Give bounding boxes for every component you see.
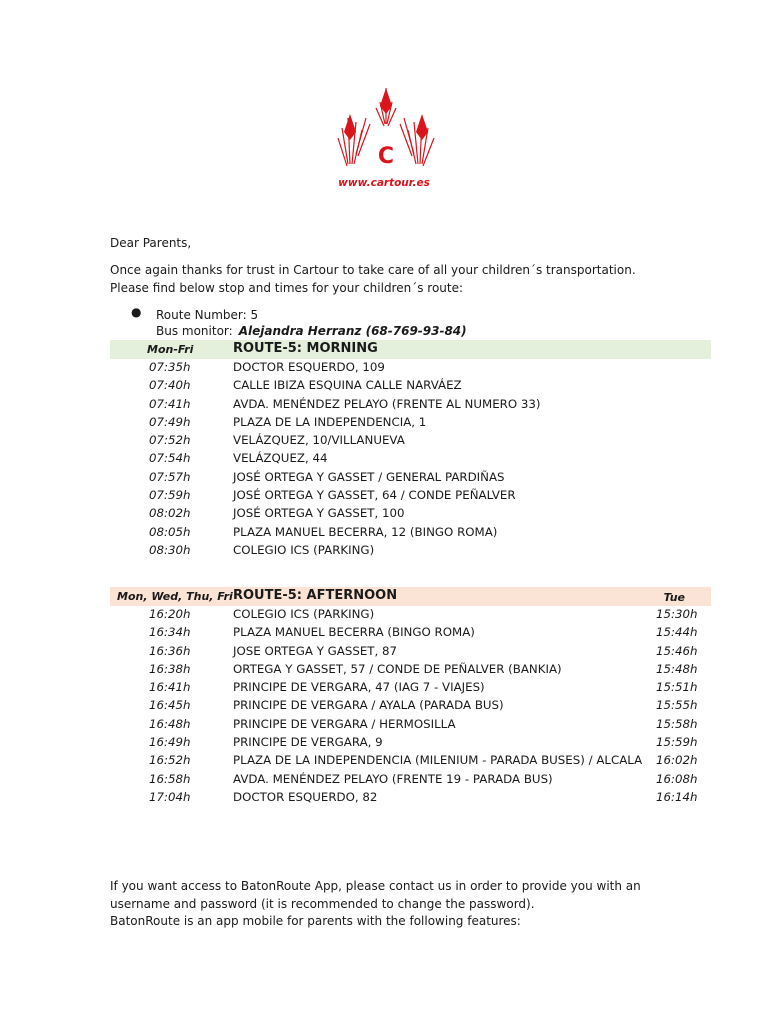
afternoon-title: ROUTE-5: AFTERNOON	[233, 588, 398, 603]
stop-time: 16:36h	[149, 643, 191, 658]
stop-time: 16:34h	[149, 625, 191, 640]
stop-name: AVDA. MENÉNDEZ PELAYO (FRENTE AL NUMERO 33)	[233, 396, 541, 411]
stop-row	[110, 771, 711, 789]
stop-name: COLEGIO ICS (PARKING)	[233, 607, 375, 621]
stop-row	[110, 377, 711, 395]
stop-time: 08:02h	[149, 506, 191, 521]
stop-time: 07:35h	[149, 360, 191, 374]
stop-name: JOSÉ ORTEGA Y GASSET, 100	[233, 506, 405, 521]
afternoon-header	[110, 587, 711, 606]
monitor-name: Alejandra Herranz (68-769-93-84)	[238, 324, 467, 338]
monitor-label: Bus monitor:	[156, 324, 233, 338]
morning-days: Mon-Fri	[147, 343, 194, 356]
stop-time: 07:54h	[149, 451, 191, 466]
stop-time: 07:57h	[149, 469, 191, 484]
intro-line-1: Once again thanks for trust in Cartour to take care of all your children´s transportation.	[110, 263, 636, 277]
stop-time: 16:41h	[149, 680, 191, 695]
stop-name: COLEGIO ICS (PARKING)	[233, 542, 375, 557]
stop-row	[110, 716, 711, 734]
morning-title: ROUTE-5: MORNING	[233, 341, 378, 356]
stop-name: PRINCIPE DE VERGARA / AYALA (PARADA BUS)	[233, 698, 504, 713]
afternoon-days: Mon, Wed, Thu, Fri	[117, 590, 233, 603]
app-info-line-3: BatonRoute is an app mobile for parents with the following features:	[110, 914, 521, 928]
stop-time-tuesday: 16:14h	[656, 789, 698, 804]
app-info-line-2: username and password (it is recommended to change the password).	[110, 896, 535, 911]
stop-row	[110, 752, 711, 770]
stop-time: 07:59h	[149, 488, 191, 503]
app-info	[110, 878, 670, 931]
stop-row	[110, 606, 711, 624]
stop-time-tuesday: 15:58h	[656, 716, 698, 731]
stop-row	[110, 359, 711, 377]
stop-time: 07:49h	[149, 414, 191, 429]
logo-letter: C	[377, 144, 395, 169]
bullet-icon: ●	[131, 305, 142, 319]
stop-time: 07:52h	[149, 433, 191, 448]
stop-time: 07:41h	[149, 396, 191, 411]
route-number: Route Number: 5	[156, 308, 259, 322]
stop-name: AVDA. MENÉNDEZ PELAYO (FRENTE 19 - PARADA BUS)	[233, 771, 553, 786]
bus-monitor	[156, 323, 467, 339]
stop-name: VELÁZQUEZ, 44	[233, 451, 328, 466]
afternoon-stop-list	[110, 606, 711, 807]
stop-name: PLAZA DE LA INDEPENDENCIA, 1	[233, 414, 427, 429]
stop-time-tuesday: 15:30h	[656, 607, 698, 621]
stop-name: VELÁZQUEZ, 10/VILLANUEVA	[233, 433, 405, 448]
stop-name: PRINCIPE DE VERGARA, 9	[233, 735, 383, 750]
stop-time: 17:04h	[149, 789, 191, 804]
stop-row	[110, 643, 711, 661]
stop-row	[110, 789, 711, 807]
stop-time: 16:52h	[149, 753, 191, 768]
stop-row	[110, 396, 711, 414]
cartour-logo-graphic	[330, 84, 442, 184]
stop-name: CALLE IBIZA ESQUINA CALLE NARVÁEZ	[233, 378, 462, 393]
greeting: Dear Parents,	[110, 236, 192, 250]
stop-name: DOCTOR ESQUERDO, 109	[233, 360, 385, 374]
stop-time: 16:58h	[149, 771, 191, 786]
stop-row	[110, 505, 711, 523]
stop-time-tuesday: 15:51h	[656, 680, 698, 695]
stop-row	[110, 624, 711, 642]
morning-stop-list	[110, 359, 711, 560]
logo-url: www.cartour.es	[338, 177, 430, 189]
stop-time: 08:30h	[149, 542, 191, 557]
stop-time-tuesday: 15:59h	[656, 735, 698, 750]
stop-time-tuesday: 15:55h	[656, 698, 698, 713]
stop-name: JOSE ORTEGA Y GASSET, 87	[233, 643, 398, 658]
stop-time: 16:49h	[149, 735, 191, 750]
stop-time-tuesday: 15:48h	[656, 661, 698, 676]
stop-row	[110, 661, 711, 679]
stop-row	[110, 524, 711, 542]
stop-row	[110, 487, 711, 505]
stop-row	[110, 469, 711, 487]
stop-name: JOSÉ ORTEGA Y GASSET, 64 / CONDE PEÑALVER	[233, 488, 516, 503]
stop-name: DOCTOR ESQUERDO, 82	[233, 789, 378, 804]
stop-time-tuesday: 15:46h	[656, 643, 698, 658]
stop-time: 16:45h	[149, 698, 191, 713]
afternoon-alt-day: Tue	[663, 591, 685, 604]
stop-name: PLAZA DE LA INDEPENDENCIA (MILENIUM - PARADA BUSES) / ALCALA	[233, 753, 643, 768]
stop-time: 16:20h	[149, 607, 191, 621]
stop-row	[110, 679, 711, 697]
stop-name: PRINCIPE DE VERGARA, 47 (IAG 7 - VIAJES)	[233, 680, 485, 695]
stop-name: PLAZA MANUEL BECERRA (BINGO ROMA)	[233, 625, 475, 640]
stop-time: 08:05h	[149, 524, 191, 539]
stop-row	[110, 450, 711, 468]
stop-time-tuesday: 16:02h	[656, 753, 698, 768]
stop-time: 16:38h	[149, 661, 191, 676]
stop-row	[110, 734, 711, 752]
stop-name: JOSÉ ORTEGA Y GASSET / GENERAL PARDIÑAS	[233, 469, 505, 484]
stop-row	[110, 697, 711, 715]
stop-time: 07:40h	[149, 378, 191, 393]
stop-row	[110, 414, 711, 432]
stop-time-tuesday: 16:08h	[656, 771, 698, 786]
stop-row	[110, 542, 711, 560]
stop-name: ORTEGA Y GASSET, 57 / CONDE DE PEÑALVER (BANKIA)	[233, 661, 562, 676]
stop-row	[110, 432, 711, 450]
app-info-line-1: If you want access to BatonRoute App, please contact us in order to provide you with an	[110, 879, 641, 893]
intro-line-2: Please find below stop and times for your children´s route:	[110, 281, 464, 295]
stop-name: PLAZA MANUEL BECERRA, 12 (BINGO ROMA)	[233, 524, 498, 539]
stop-time-tuesday: 15:44h	[656, 625, 698, 640]
stop-time: 16:48h	[149, 716, 191, 731]
morning-header	[110, 340, 711, 359]
stop-name: PRINCIPE DE VERGARA / HERMOSILLA	[233, 716, 456, 731]
